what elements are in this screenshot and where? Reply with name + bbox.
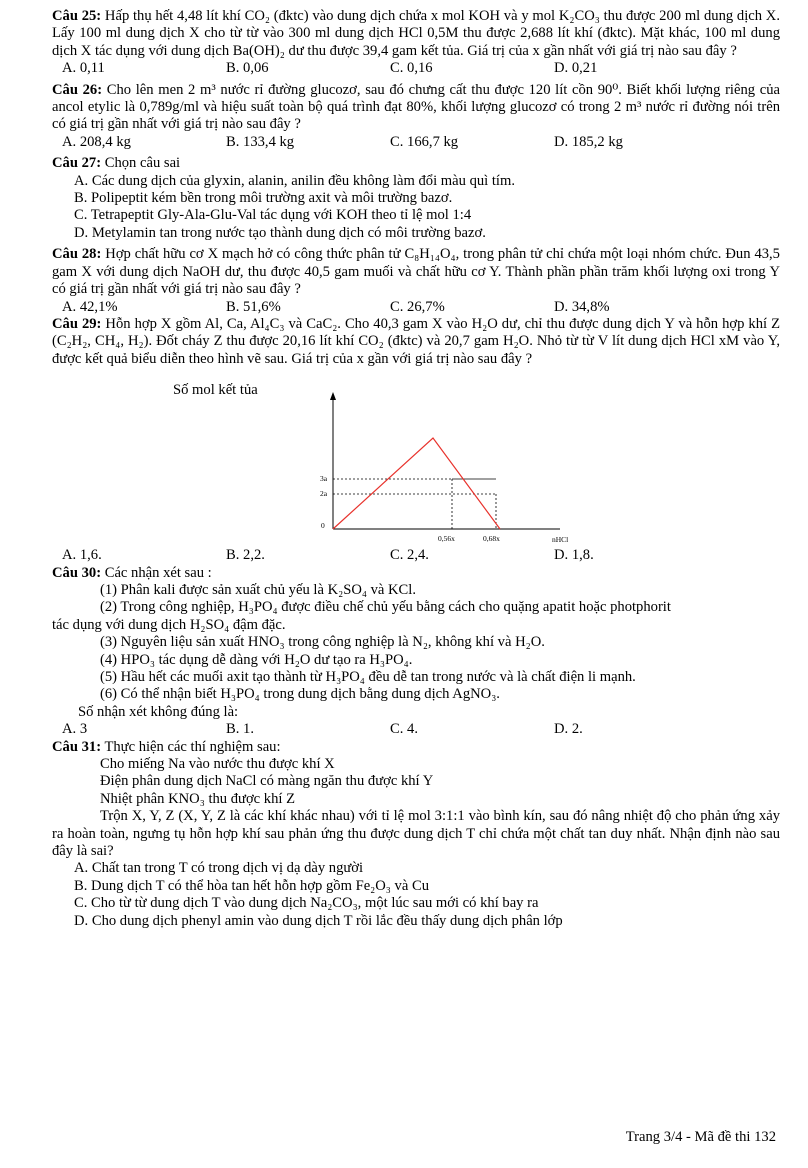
question-29-options: [52, 547, 780, 564]
option-b: B. 2,2.: [226, 547, 265, 564]
option-b: B. 51,6%: [226, 298, 281, 315]
question-25-label: Câu 25:: [52, 8, 102, 24]
question-28-options: [52, 299, 780, 316]
experiment-2: Điện phân dung dịch NaCl có màng ngăn thu được khí Y: [100, 773, 434, 790]
question-26-options: [52, 134, 780, 151]
option-d: D. 185,2 kg: [554, 133, 623, 150]
question-31-paragraph: Trộn X, Y, Z (X, Y, Z là các khí khác nhau) với tỉ lệ mol 3:1:1 vào bình kín, sau đó nâng nhiệt độ cho phản ứng xảy ra hoàn toàn, ngưng tụ hỗn hợp khí sau phản ứng thu được dung dịch T chỉ chứa một chất tan duy nhất. Nhận định nào sau đây là sai?: [52, 808, 780, 860]
remark-2-continued: tác dụng với dung dịch H₂SO₄ đậm đặc.: [52, 616, 286, 633]
exam-page: [52, 8, 780, 930]
question-30-prompt: Số nhận xét không đúng là:: [78, 703, 239, 720]
question-31: [52, 739, 780, 756]
statement-b: B. Polipeptit kém bền trong môi trường axit và môi trường bazơ.: [74, 190, 453, 207]
question-30: [52, 565, 780, 582]
experiment-1: Cho miếng Na vào nước thu được khí X: [100, 756, 335, 772]
option-b: B. 0,06: [226, 60, 269, 77]
option-d: D. 2.: [554, 721, 583, 738]
question-25-text: Hấp thụ hết 4,48 lít khí CO₂ (đktc) vào dung dịch chứa x mol KOH và y mol K₂CO₃ thu được 200 ml dung dịch X. Lấy 100 ml dung dịch X cho từ từ vào 300 ml dung dịch HCl 0,5M thu được 2,688 lít khí (đktc). Mặt khác, 100 ml dung dịch X tác dụng với dung dịch Ba(OH)₂ dư thu được 39,4 gam kết tủa. Giá trị của x gần nhất với giá trị nào sau đây ?: [52, 8, 780, 59]
y-tick-label: 3a: [320, 474, 328, 484]
option-a: A. 3: [62, 721, 88, 738]
statement-d: D. Metylamin tan trong nước tạo thành dung dịch có môi trường bazơ.: [74, 224, 486, 241]
y-axis-arrow: [330, 392, 336, 400]
option-a: A. 0,11: [62, 60, 105, 77]
option-a: A. 42,1%: [62, 298, 118, 315]
experiment-3: Nhiệt phân KNO₃ thu được khí Z: [100, 790, 295, 807]
remark-3: (3) Nguyên liệu sản xuất HNO₃ trong công nghiệp là N₂, không khí và H₂O.: [100, 634, 545, 651]
option-a: A. 208,4 kg: [62, 133, 131, 150]
question-26: [52, 82, 780, 134]
remark-1: (1) Phân kali được sản xuất chủ yếu là K₂SO₄ và KCl.: [100, 581, 416, 598]
statement-c: C. Cho từ từ dung dịch T vào dung dịch Na₂CO₃, một lúc sau mới có khí bay ra: [74, 895, 539, 912]
question-27: [52, 155, 780, 172]
chart-svg: [52, 372, 569, 547]
question-28-label: Câu 28:: [52, 246, 102, 263]
option-d: D. 1,8.: [554, 547, 594, 564]
statement-a: A. Chất tan trong T có trong dịch vị dạ dày người: [74, 860, 364, 877]
statement-a: A. Các dung dịch của glyxin, alanin, anilin đều không làm đổi màu quì tím.: [74, 172, 515, 189]
option-c: C. 26,7%: [390, 298, 445, 315]
question-30-label: Câu 30:: [52, 564, 102, 581]
page-footer: Trang 3/4 - Mã đề thi 132: [625, 1129, 776, 1145]
x-tick-label: 0,56x: [438, 534, 455, 544]
precipitate-chart: [52, 372, 780, 547]
y-tick-label: 2a: [320, 489, 328, 499]
question-27-text: Chọn câu sai: [101, 155, 181, 172]
y-tick-label: 0: [321, 521, 325, 531]
question-25-options: [52, 60, 780, 77]
question-31-text: Thực hiện các thí nghiệm sau:: [101, 738, 281, 755]
question-27-label: Câu 27:: [52, 155, 102, 172]
y-axis-label: Số mol kết tủa: [173, 382, 258, 399]
option-b: B. 133,4 kg: [226, 133, 295, 150]
x-axis-label: nHCl: [552, 535, 569, 545]
remark-5: (5) Hầu hết các muối axit tạo thành từ H₃PO₄ đều dễ tan trong nước và là chất điện li mạnh.: [100, 668, 636, 685]
remark-4: (4) HPO₃ tác dụng dễ dàng với H₂O dư tạo ra H₃PO₄.: [100, 651, 413, 668]
question-29-label: Câu 29:: [52, 315, 102, 332]
question-31-label: Câu 31:: [52, 738, 102, 755]
question-26-label: Câu 26:: [52, 81, 103, 98]
statement-d: D. Cho dung dịch phenyl amin vào dung dịch T rồi lắc đều thấy dung dịch phân lớp: [74, 912, 563, 929]
question-26-text: Cho lên men 2 m³ nước rỉ đường glucozơ, sau đó chưng cất thu được 120 lít cồn 90⁰. Biết khối lượng riêng của ancol etylic là 0,789g/ml và hiệu suất toàn bộ quá trình đạt 80%, khối lượng glucozơ có trong 2 m³ nước rỉ đường nói trên có giá trị gần nhất với giá trị nào sau đây ?: [52, 81, 780, 133]
option-b: B. 1.: [226, 721, 254, 738]
option-c: C. 166,7 kg: [390, 133, 459, 150]
x-tick-label: 0,68x: [483, 534, 500, 544]
option-c: C. 4.: [390, 721, 418, 738]
question-29: [52, 316, 780, 368]
question-29-text: Hỗn hợp X gồm Al, Ca, Al₄C₃ và CaC₂. Cho 40,3 gam X vào H₂O dư, chỉ thu được dung dịch Y và hỗn hợp khí Z (C₂H₂, CH₄, H₂). Đốt cháy Z thu được 20,16 lít khí CO₂ (đktc) và 20,7 gam H₂O. Nhỏ từ từ V lít dung dịch HCl xM vào Y, được kết quả biểu diễn theo hình vẽ sau. Giá trị của x gần với giá trị nào sau đây ?: [52, 315, 780, 367]
series-line: [333, 438, 500, 529]
option-d: D. 0,21: [554, 60, 598, 77]
option-a: A. 1,6.: [62, 547, 102, 564]
option-d: D. 34,8%: [554, 298, 610, 315]
statement-c: C. Tetrapeptit Gly-Ala-Glu-Val tác dụng với KOH theo tỉ lệ mol 1:4: [74, 207, 472, 224]
statement-b: B. Dung dịch T có thể hòa tan hết hỗn hợp gồm Fe₂O₃ và Cu: [74, 877, 429, 894]
question-28: [52, 246, 780, 298]
question-30-text: Các nhận xét sau :: [101, 564, 212, 581]
question-28-text: Hợp chất hữu cơ X mạch hở có công thức phân tử C₈H₁₄O₄, trong phân tử chỉ chứa một loại nhóm chức. Đun 43,5 gam X với dung dịch NaOH dư, thu được 40,5 gam muối và chất hữu cơ Y. Thành phần phần trăm khối lượng oxi trong Y có giá trị gần nhất với giá trị nào sau đây ?: [52, 246, 780, 298]
remark-6: (6) Có thể nhận biết H₃PO₄ trong dung dịch bằng dung dịch AgNO₃.: [100, 686, 500, 703]
question-25: [52, 8, 780, 60]
question-30-options: [52, 721, 780, 738]
remark-2: (2) Trong công nghiệp, H₃PO₄ được điều chế chủ yếu bằng cách cho quặng apatit hoặc photphorit: [100, 599, 671, 616]
option-c: C. 2,4.: [390, 547, 429, 564]
option-c: C. 0,16: [390, 60, 433, 77]
